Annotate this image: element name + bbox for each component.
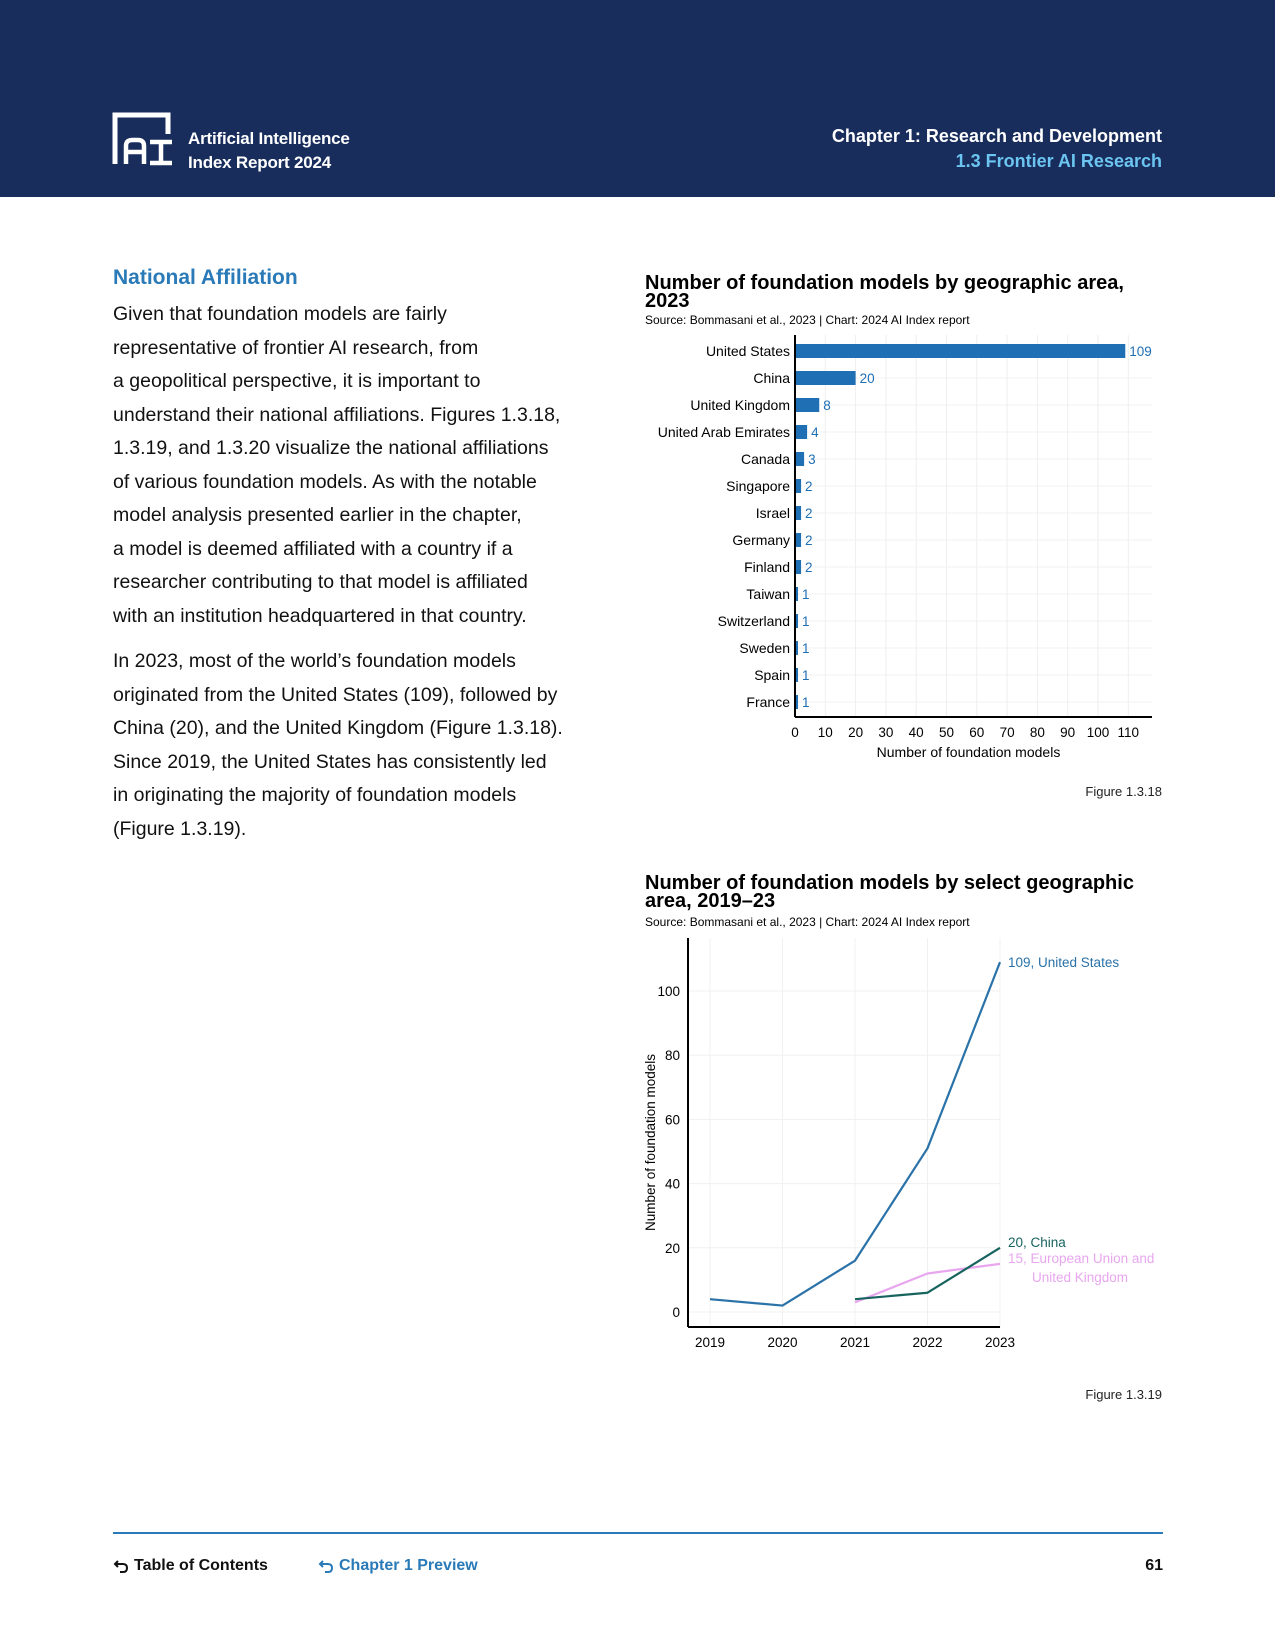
brand-line-1: Artificial Intelligence — [188, 129, 350, 148]
toc-label: Table of Contents — [134, 1557, 268, 1574]
bar — [795, 371, 856, 385]
x-tick-label: 20 — [848, 725, 864, 740]
series-end-label: 109, United States — [1008, 955, 1120, 971]
value-label: 2 — [805, 533, 813, 548]
value-label: 2 — [805, 479, 813, 494]
text-line: In 2023, most of the world’s foundation models — [113, 650, 516, 672]
paragraph-1 — [113, 298, 593, 633]
bar — [795, 425, 807, 439]
category-label: United States — [705, 343, 790, 359]
value-label: 4 — [811, 425, 819, 440]
category-label: Switzerland — [717, 613, 790, 629]
text-line: understand their national affiliations. Figures 1.3.18, — [113, 403, 561, 426]
value-label: 1 — [802, 668, 810, 683]
x-tick-label: 110 — [1117, 725, 1140, 740]
x-tick-label: 10 — [817, 725, 833, 740]
category-label: China — [753, 370, 790, 386]
x-tick-label: 2022 — [912, 1335, 943, 1350]
x-tick-label: 100 — [1086, 725, 1110, 740]
category-label: Finland — [744, 559, 790, 575]
series-end-label: 20, China — [1008, 1234, 1066, 1250]
figure-label-1-3-19: Figure 1.3.19 — [1085, 1387, 1162, 1402]
text-line: originated from the United States (109), followed by — [113, 683, 558, 706]
category-label: United Arab Emirates — [657, 424, 790, 440]
text-line: in originating the majority of foundation models — [113, 784, 517, 806]
x-tick-label: 50 — [938, 725, 955, 740]
value-label: 1 — [802, 695, 810, 710]
brand-line-2: Index Report 2024 — [188, 153, 332, 172]
category-label: Spain — [754, 667, 790, 683]
category-label: Canada — [740, 451, 790, 467]
chapter-title: Chapter 1: Research and Development — [831, 126, 1162, 146]
figure-label-1-3-18: Figure 1.3.18 — [1085, 784, 1162, 799]
chapter-breadcrumb — [832, 124, 1162, 174]
bar-chart-source: Source: Bommasani et al., 2023 | Chart: 2024 AI Index report — [645, 313, 970, 327]
y-axis-label: Number of foundation models — [643, 1053, 658, 1232]
text-line: representative of frontier AI research, from — [113, 336, 479, 359]
paragraph-2 — [113, 645, 593, 846]
x-tick-label: 80 — [1029, 725, 1045, 740]
page-header — [0, 0, 1275, 197]
series-end-label: United Kingdom — [1032, 1269, 1129, 1285]
y-tick-label: 20 — [664, 1240, 680, 1256]
section-title: 1.3 Frontier AI Research — [955, 151, 1162, 171]
text-line: China (20), and the United Kingdom (Figure 1.3.18). — [113, 717, 563, 739]
y-tick-label: 0 — [672, 1305, 680, 1320]
x-tick-label: 2019 — [694, 1335, 726, 1350]
y-tick-label: 40 — [664, 1176, 680, 1192]
value-label: 8 — [823, 398, 831, 413]
value-label: 2 — [805, 506, 813, 521]
bar — [795, 452, 804, 466]
line-chart-source: Source: Bommasani et al., 2023 | Chart: 2024 AI Index report — [645, 915, 970, 929]
x-tick-label: 2021 — [839, 1335, 871, 1350]
x-tick-label: 70 — [999, 725, 1015, 740]
value-label: 3 — [808, 452, 816, 467]
text-line: Given that foundation models are fairly — [113, 303, 447, 325]
value-label: 1 — [802, 614, 810, 629]
bar — [795, 344, 1125, 358]
y-tick-label: 80 — [664, 1048, 680, 1064]
x-tick-label: 90 — [1060, 725, 1076, 740]
x-tick-label: 40 — [908, 725, 924, 740]
text-line: researcher contributing to that model is affiliated — [113, 571, 528, 593]
x-tick-label: 2023 — [984, 1335, 1016, 1350]
value-label: 109 — [1129, 344, 1152, 359]
bar-chart — [600, 330, 1180, 770]
text-line: Since 2019, the United States has consistently led — [113, 750, 547, 773]
x-tick-label: 0 — [791, 725, 799, 740]
line-chart-title-line-2: area, 2019–23 — [645, 890, 776, 912]
return-arrow-icon — [113, 1558, 129, 1574]
line-chart-title-line-1: Number of foundation models by select geographic — [645, 872, 1134, 894]
value-label: 1 — [802, 641, 810, 656]
series-end-label: 15, European Union and — [1008, 1250, 1155, 1266]
text-line: 1.3.19, and 1.3.20 visualize the national affiliations — [113, 437, 549, 459]
x-axis-label: Number of foundation models — [876, 744, 1061, 760]
category-label: Sweden — [739, 640, 790, 656]
text-line: with an institution headquartered in that country. — [113, 604, 527, 627]
bar — [795, 398, 819, 412]
page-number: 61 — [1145, 1557, 1163, 1574]
preview-label: Chapter 1 Preview — [339, 1557, 478, 1574]
report-brand — [188, 127, 350, 175]
table-of-contents-link[interactable] — [113, 1557, 268, 1575]
x-tick-label: 60 — [969, 725, 985, 740]
category-label: United Kingdom — [690, 397, 790, 413]
text-line: model analysis presented earlier in the chapter, — [113, 504, 522, 526]
x-tick-label: 30 — [878, 725, 894, 740]
x-tick-label: 2020 — [767, 1335, 798, 1350]
category-label: Singapore — [726, 478, 790, 494]
section-heading: National Affiliation — [113, 266, 298, 289]
category-label: Germany — [732, 532, 790, 548]
y-tick-label: 100 — [657, 984, 680, 999]
ai-index-logo-icon — [112, 112, 174, 166]
y-tick-label: 60 — [664, 1112, 680, 1128]
text-line: of various foundation models. As with the notable — [113, 470, 537, 493]
value-label: 1 — [802, 587, 810, 602]
text-line: a geopolitical perspective, it is important to — [113, 370, 481, 392]
value-label: 20 — [859, 371, 875, 386]
bar-chart-plot — [658, 335, 1152, 760]
return-arrow-icon — [318, 1558, 334, 1574]
category-label: Taiwan — [746, 586, 790, 602]
line-chart-title — [645, 874, 1165, 910]
value-label: 2 — [805, 560, 813, 575]
category-label: France — [746, 694, 790, 710]
line-chart — [630, 930, 1190, 1360]
text-line: (Figure 1.3.19). — [113, 817, 247, 840]
footer-divider — [113, 1532, 1163, 1534]
text-line: a model is deemed affiliated with a country if a — [113, 537, 513, 560]
category-label: Israel — [755, 505, 790, 521]
chapter-preview-link[interactable] — [318, 1557, 478, 1575]
line-chart-plot — [643, 938, 1154, 1350]
bar-chart-title-line-2: 2023 — [645, 290, 690, 312]
bar-chart-title — [645, 274, 1165, 310]
bar-chart-title-line-1: Number of foundation models by geographic area, — [645, 272, 1124, 294]
